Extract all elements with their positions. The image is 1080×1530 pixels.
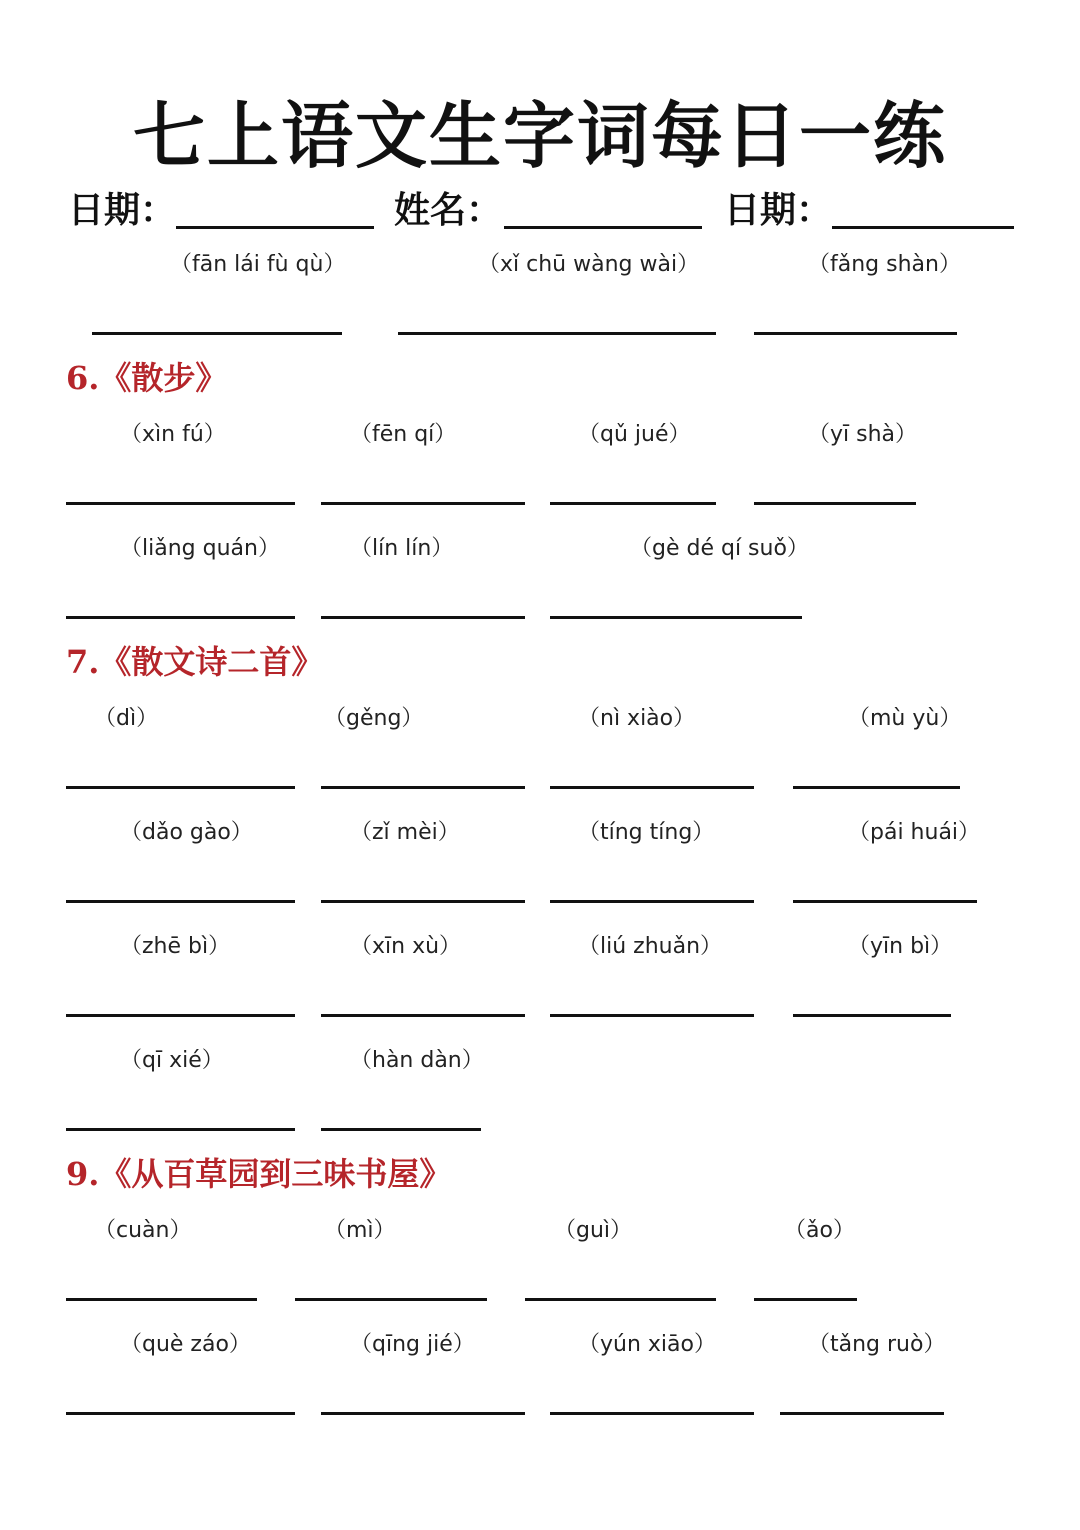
answer-blank[interactable] <box>321 616 525 619</box>
answer-blank[interactable] <box>321 1412 525 1415</box>
answer-blank[interactable] <box>525 1298 716 1301</box>
answer-blank[interactable] <box>295 1298 487 1301</box>
section-title: 7.《散文诗二首》 <box>66 643 324 681</box>
pinyin-prompt: （fēn qí） <box>350 422 457 447</box>
pinyin-prompt: （liǎng quán） <box>120 536 280 561</box>
pinyin-prompt: （yīn bì） <box>848 934 953 959</box>
pinyin-prompt: （fǎng shàn） <box>808 252 961 277</box>
pinyin-prompt: （zǐ mèi） <box>350 820 460 845</box>
section-title: 6.《散步》 <box>66 359 228 397</box>
pinyin-prompt: （yī shà） <box>808 422 918 447</box>
pinyin-prompt: （tíng tíng） <box>578 820 715 845</box>
date-field[interactable] <box>176 226 374 229</box>
pinyin-prompt: （qǔ jué） <box>578 422 691 447</box>
answer-blank[interactable] <box>550 502 716 505</box>
answer-blank[interactable] <box>321 1014 525 1017</box>
answer-blank[interactable] <box>321 1128 481 1131</box>
pinyin-prompt: （dǎo gào） <box>120 820 253 845</box>
pinyin-prompt: （xīn xù） <box>350 934 462 959</box>
pinyin-prompt: （mù yù） <box>848 706 962 731</box>
date-field-2[interactable] <box>832 226 1014 229</box>
answer-blank[interactable] <box>754 1298 857 1301</box>
pinyin-prompt: （liú zhuǎn） <box>578 934 723 959</box>
name-label: 姓名： <box>394 189 503 231</box>
pinyin-prompt: （dì） <box>94 706 159 731</box>
pinyin-prompt: （ǎo） <box>784 1218 855 1243</box>
pinyin-prompt: （guì） <box>554 1218 633 1243</box>
answer-blank[interactable] <box>66 1412 295 1415</box>
answer-blank[interactable] <box>66 900 295 903</box>
answer-blank[interactable] <box>550 616 802 619</box>
pinyin-prompt: （fān lái fù qù） <box>170 252 346 277</box>
answer-blank[interactable] <box>321 502 525 505</box>
answer-blank[interactable] <box>66 1128 295 1131</box>
date-label: 日期： <box>68 189 177 231</box>
name-field[interactable] <box>504 226 702 229</box>
pinyin-prompt: （hàn dàn） <box>350 1048 484 1073</box>
answer-blank[interactable] <box>92 332 342 335</box>
pinyin-prompt: （qī xié） <box>120 1048 224 1073</box>
pinyin-prompt: （qīng jié） <box>350 1332 475 1357</box>
answer-blank[interactable] <box>321 786 525 789</box>
answer-blank[interactable] <box>550 900 754 903</box>
answer-blank[interactable] <box>550 1412 754 1415</box>
pinyin-prompt: （lín lín） <box>350 536 454 561</box>
answer-blank[interactable] <box>793 786 960 789</box>
pinyin-prompt: （xǐ chū wàng wài） <box>478 252 700 277</box>
pinyin-prompt: （tǎng ruò） <box>808 1332 946 1357</box>
answer-blank[interactable] <box>66 1298 257 1301</box>
answer-blank[interactable] <box>398 332 716 335</box>
answer-blank[interactable] <box>754 502 916 505</box>
page-title: 七上语文生字词每日一练 <box>132 93 947 178</box>
date-label-2: 日期： <box>724 189 833 231</box>
pinyin-prompt: （yún xiāo） <box>578 1332 716 1357</box>
answer-blank[interactable] <box>550 1014 754 1017</box>
answer-blank[interactable] <box>780 1412 944 1415</box>
pinyin-prompt: （nì xiào） <box>578 706 696 731</box>
answer-blank[interactable] <box>66 616 295 619</box>
pinyin-prompt: （gè dé qí suǒ） <box>630 536 809 561</box>
answer-blank[interactable] <box>754 332 957 335</box>
answer-blank[interactable] <box>66 1014 295 1017</box>
answer-blank[interactable] <box>793 1014 951 1017</box>
answer-blank[interactable] <box>66 502 295 505</box>
pinyin-prompt: （cuàn） <box>94 1218 192 1243</box>
pinyin-prompt: （mì） <box>324 1218 396 1243</box>
pinyin-prompt: （xìn fú） <box>120 422 226 447</box>
section-title: 9.《从百草园到三味书屋》 <box>66 1155 452 1193</box>
answer-blank[interactable] <box>321 900 525 903</box>
pinyin-prompt: （què záo） <box>120 1332 251 1357</box>
pinyin-prompt: （pái huái） <box>848 820 981 845</box>
answer-blank[interactable] <box>66 786 295 789</box>
pinyin-prompt: （zhē bì） <box>120 934 231 959</box>
answer-blank[interactable] <box>793 900 977 903</box>
pinyin-prompt: （gěng） <box>324 706 424 731</box>
answer-blank[interactable] <box>550 786 754 789</box>
